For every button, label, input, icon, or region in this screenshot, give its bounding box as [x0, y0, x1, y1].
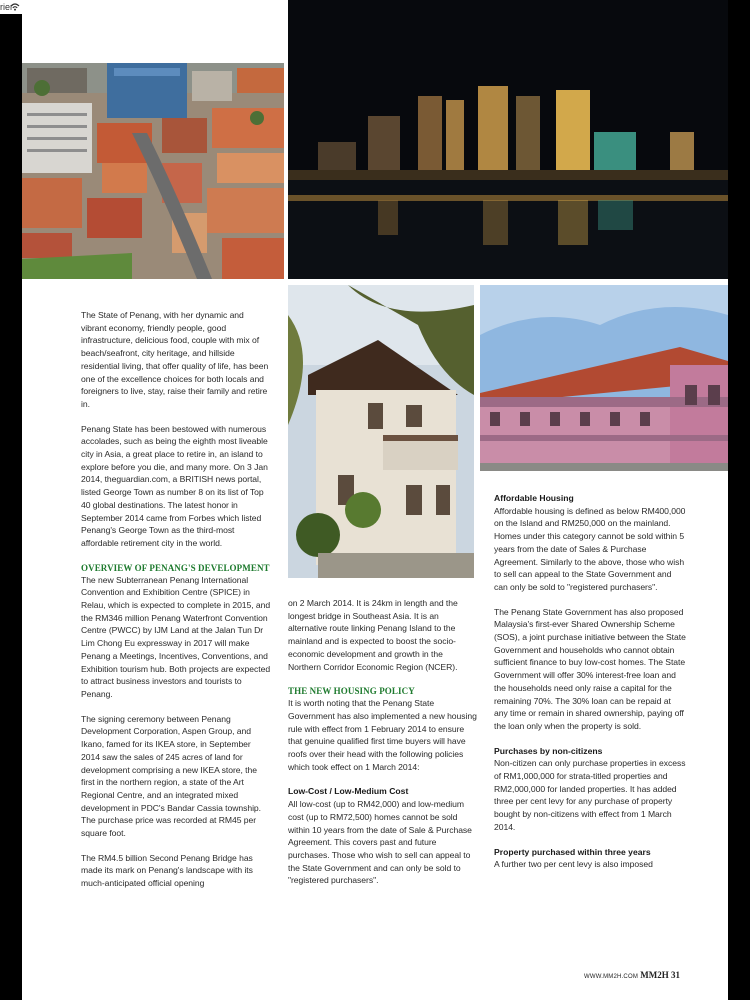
- intro-paragraph: The State of Penang, with her dynamic and vibrant economy, friendly people, good infrastructure, delicious food, couple with mix of beach/seafront, city heritage, and hillside residential living, that offer quality of life, has been one of the excellence choices for both locals and foreigners to live, stay, raise their family and retire in.: [81, 310, 269, 409]
- colonial-house-photo: [288, 285, 474, 578]
- wifi-icon: [10, 1, 20, 15]
- night-skyline-photo: [288, 0, 728, 279]
- affordable-heading: Affordable Housing: [494, 493, 574, 503]
- carrier-label: rier: [0, 2, 13, 12]
- page-number: 31: [671, 970, 680, 980]
- shophouse-photo: [480, 285, 728, 471]
- aerial-city-photo: [22, 63, 284, 279]
- noncitizen-heading: Purchases by non-citizens: [494, 745, 603, 756]
- column-3: [494, 492, 686, 871]
- housing-policy-paragraph: It is worth noting that the Penang State Government has also implemented a new housing rule with effect from 1 February 2014 to ensure that genuine qualified first time buyers will have roofs over their head with the following policies which took effect on 1 March 2014:: [288, 698, 477, 772]
- affordable-paragraph: Affordable housing is defined as below RM400,000 on the Island and RM250,000 on the mainland. Homes under this category cannot be sold within 5 years from the date of Sales & Purchase Agreement. Similarly to the above, those who wish to sell can appeal to the State Government and can only be sold to "registered purchasers".: [494, 505, 686, 592]
- column-1: [81, 309, 271, 890]
- housing-policy-heading: THE NEW HOUSING POLICY: [288, 686, 415, 697]
- accolades-paragraph: Penang State has been bestowed with numerous accolades, such as being the eighth most liveable city in Asia, a great place to retire in, an island to explore before you die, and many more. On 3 Jan 2014, theguardian.com, a BRITISH news portal, listed George Town as number 8 on its list of Top 40 global destinations. The latest honor in September 2014 came from Forbes which listed Penang's George Town as the third-most affordable retirement city in the world.: [81, 423, 268, 548]
- footer-url: WWW.MM2H.COM: [583, 974, 639, 980]
- status-bar: [0, 0, 22, 14]
- bridge-continued-paragraph: on 2 March 2014. It is 24km in length and the longest bridge in Southeast Asia. It is an alternative route linking Penang Island to the mainland and is expected to boost the socio-economic development and growth in the Northern Corridor Economic Region (NCER).: [288, 598, 458, 672]
- sos-paragraph: The Penang State Government has also proposed Malaysia's first-ever Shared Ownership Scheme (SOS), a joint purchase initiative between the State Government and households who cannot obtain sufficient finance to buy low-cost homes. The State Government will offer 30% interest-free loan and the households need only raise a capital for the remaining 70%. The 30% loan can be repaid at any time or remain in shared ownership, paying off the loan only when the property is sold.: [494, 606, 686, 731]
- page-footer: [584, 970, 680, 980]
- magazine-page: [22, 0, 728, 1000]
- column-2: [288, 597, 478, 887]
- noncitizen-paragraph: Non-citizen can only purchase properties in excess of RM1,000,000 for strata-titled properties and RM2,000,000 for landed properties. It has added three per cent levy for any purchase of property bought by non-citizens with effect from 1 March 2014.: [494, 758, 686, 832]
- three-years-heading: Property purchased within three years: [494, 846, 651, 857]
- lowcost-heading: Low-Cost / Low-Medium Cost: [288, 786, 409, 797]
- footer-brand: MM2H: [640, 970, 669, 980]
- three-years-paragraph: A further two per cent levy is also imposed: [494, 859, 653, 870]
- lowcost-paragraph: All low-cost (up to RM42,000) and low-medium cost (up to RM72,500) homes cannot be sold within 10 years from the date of Sale & Purchase Agreement. This covers past and future purchases. Those who wish to sell can appeal to the State Government and can only be sold to "registered purchasers".: [288, 799, 472, 886]
- overview-paragraph: The new Subterranean Penang International Convention and Exhibition Centre (SPICE) in Relau, which is expected to complete in 2015, and the RM346 million Penang Waterfront Convention Centre (PWCC) by IJM Land at the Jalan Tun Dr Lim Chong Eu expressway in 2017 will make Penang a Meetings, Incentives, Conventions, and Exhibition tourism hub. Both projects are expected to attract business investors and tourists to Penang.: [81, 574, 271, 699]
- overview-heading: OVERVIEW OF PENANG'S DEVELOPMENT: [81, 562, 270, 573]
- ikea-paragraph: The signing ceremony between Penang Development Corporation, Aspen Group, and Ikano, famed for its IKEA store, in September 2014 saw the sales of 245 acres of land for development comprising a new IKEA store, the first in the northern region, a state of the Art Regional Centre, and an integrated mixed development in PDC's Bandar Cassia township. The purchase price was recorded at RM45 per square foot.: [81, 713, 262, 839]
- bridge-paragraph: The RM4.5 billion Second Penang Bridge has made its mark on Penang's landscape with its much-anticipated official opening: [81, 852, 253, 889]
